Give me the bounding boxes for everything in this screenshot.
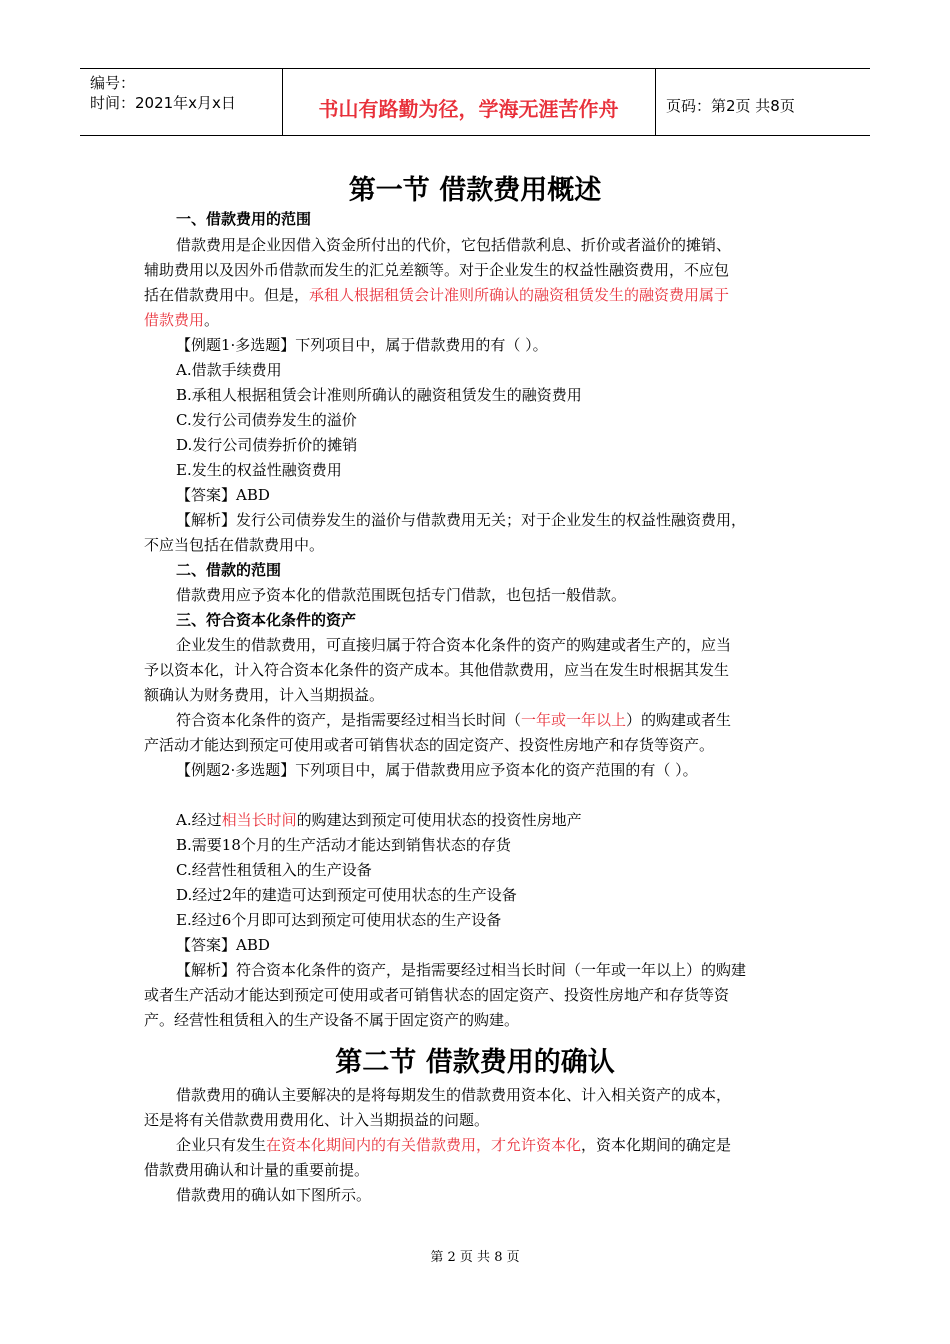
doc-number-label: 编号： (90, 74, 136, 92)
example1-option-e: E.发生的权益性融资费用 (176, 461, 342, 479)
example1-question: 【例题1·多选题】下列项目中，属于借款费用的有（ ）。 (176, 336, 548, 354)
paragraph-line: 辅助费用以及因外币借款而发生的汇兑差额等。对于企业发生的权益性融资费用，不应包 (144, 261, 730, 279)
example1-option-c: C.发行公司债券发生的溢价 (176, 411, 357, 429)
paragraph-line: 产活动才能达到预定可使用或者可销售状态的固定资产、投资性房地产和存货等资产。 (144, 736, 715, 754)
example2-option-c: C.经营性租赁租入的生产设备 (176, 861, 372, 879)
paragraph-line: 借款费用的确认主要解决的是将每期发生的借款费用资本化、计入相关资产的成本， (176, 1086, 732, 1104)
example2-explanation: 【解析】符合资本化条件的资产，是指需要经过相当长时间（一年或一年以上）的购建 (176, 961, 747, 979)
document-header (80, 68, 870, 136)
paragraph-line: 额确认为财务费用，计入当期损益。 (144, 686, 385, 704)
example2-answer: 【答案】ABD (176, 936, 270, 954)
paragraph-line: 借款费用的确认如下图所示。 (176, 1186, 372, 1204)
example2-option-b: B.需要18个月的生产活动才能达到销售状态的存货 (176, 836, 511, 854)
example1-option-b: B.承租人根据租赁会计准则所确认的融资租赁发生的融资费用 (176, 386, 582, 404)
example2-option-d: D.经过2年的建造可达到预定可使用状态的生产设备 (176, 886, 517, 904)
header-page-info: 页码：第2页 共8页 (666, 97, 795, 115)
paragraph-line: 企业只有发生在资本化期间内的有关借款费用，才允许资本化，资本化期间的确定是 (176, 1136, 732, 1154)
paragraph-line: 括在借款费用中。但是，承租人根据租赁会计准则所确认的融资租赁发生的融资费用属于 (144, 286, 730, 304)
example2-question: 【例题2·多选题】下列项目中，属于借款费用应予资本化的资产范围的有（ ）。 (176, 761, 698, 779)
paragraph-line: 还是将有关借款费用费用化、计入当期损益的问题。 (144, 1111, 490, 1129)
header-motto-cell (282, 69, 656, 135)
paragraph-line: 借款费用。 (144, 311, 220, 329)
section2-title: 第二节 借款费用的确认 (335, 1047, 615, 1078)
paragraph-line: 企业发生的借款费用，可直接归属于符合资本化条件的资产的购建或者生产的，应当 (176, 636, 732, 654)
paragraph-line: 借款费用应予资本化的借款范围既包括专门借款，也包括一般借款。 (176, 586, 627, 604)
example1-option-d: D.发行公司债券折价的摊销 (176, 436, 358, 454)
header-motto: 书山有路勤为径，学海无涯苦作舟 (318, 97, 619, 121)
highlight-text: 相当长时间 (221, 811, 297, 829)
example2-explanation: 产。经营性租赁租入的生产设备不属于固定资产的购建。 (144, 1011, 520, 1029)
paragraph-line: 符合资本化条件的资产，是指需要经过相当长时间（一年或一年以上）的购建或者生 (176, 711, 732, 729)
highlight-text: 一年或一年以上 (521, 711, 627, 729)
example2-explanation: 或者生产活动才能达到预定可使用或者可销售状态的固定资产、投资性房地产和存货等资 (144, 986, 730, 1004)
doc-date: 时间：2021年x月x日 (90, 94, 236, 112)
example1-explanation: 不应当包括在借款费用中。 (144, 536, 325, 554)
highlight-text: 承租人根据租赁会计准则所确认的融资租赁发生的融资费用属于 (309, 286, 730, 304)
page-footer: 第 2 页 共 8 页 (430, 1250, 520, 1265)
heading-qualifying-assets: 三、符合资本化条件的资产 (176, 611, 357, 629)
header-meta-cell (80, 69, 283, 135)
heading-borrowing-scope: 二、借款的范围 (176, 561, 282, 579)
paragraph-line: 借款费用是企业因借入资金所付出的代价，它包括借款利息、折价或者溢价的摊销、 (176, 236, 732, 254)
header-page-cell (656, 69, 870, 135)
example1-explanation: 【解析】发行公司债券发生的溢价与借款费用无关；对于企业发生的权益性融资费用， (176, 511, 747, 529)
section1-title: 第一节 借款费用概述 (348, 175, 602, 206)
example2-option-e: E.经过6个月即可达到预定可使用状态的生产设备 (176, 911, 502, 929)
example1-answer: 【答案】ABD (176, 486, 270, 504)
example2-option-a: A.经过相当长时间的购建达到预定可使用状态的投资性房地产 (176, 811, 582, 829)
highlight-text: 在资本化期间内的有关借款费用，才允许资本化 (266, 1136, 582, 1154)
example1-option-a: A.借款手续费用 (176, 361, 282, 379)
paragraph-line: 借款费用确认和计量的重要前提。 (144, 1161, 370, 1179)
paragraph-line: 予以资本化，计入符合资本化条件的资产成本。其他借款费用，应当在发生时根据其发生 (144, 661, 730, 679)
heading-borrowing-cost-scope: 一、借款费用的范围 (176, 210, 312, 228)
highlight-text: 借款费用 (144, 311, 205, 329)
